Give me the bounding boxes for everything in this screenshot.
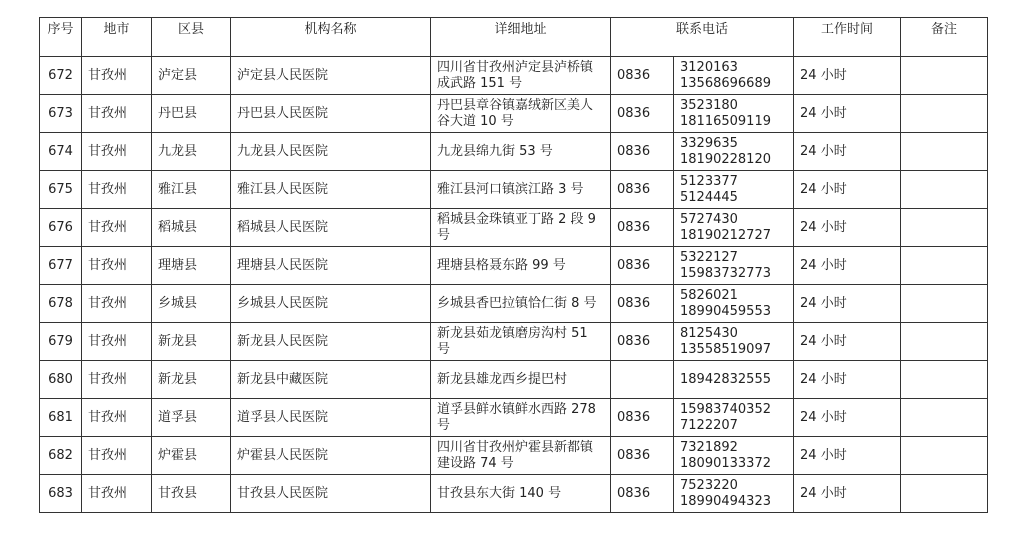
row-name: 理塘县人民医院	[231, 247, 431, 285]
row-county: 九龙县	[152, 133, 231, 171]
row-index: 673	[40, 95, 82, 133]
row-area-code: 0836	[611, 57, 674, 95]
row-area-code: 0836	[611, 247, 674, 285]
row-address: 四川省甘孜州炉霍县新都镇建设路 74 号	[431, 437, 611, 475]
row-note	[901, 171, 988, 209]
row-county: 道孚县	[152, 399, 231, 437]
row-address: 道孚县鲜水镇鲜水西路 278 号	[431, 399, 611, 437]
row-city: 甘孜州	[82, 57, 152, 95]
table-row	[40, 171, 988, 209]
table-row	[40, 361, 988, 399]
row-phones	[674, 285, 794, 323]
row-phones	[674, 247, 794, 285]
row-address: 稻城县金珠镇亚丁路 2 段 9 号	[431, 209, 611, 247]
row-county: 雅江县	[152, 171, 231, 209]
row-name: 九龙县人民医院	[231, 133, 431, 171]
row-hours: 24 小时	[794, 475, 901, 513]
row-phone-number: 18090133372	[680, 455, 771, 471]
table-row	[40, 399, 988, 437]
row-index: 674	[40, 133, 82, 171]
row-note	[901, 57, 988, 95]
table-row	[40, 209, 988, 247]
row-area-code	[611, 361, 674, 399]
row-county: 理塘县	[152, 247, 231, 285]
row-hours: 24 小时	[794, 361, 901, 399]
row-name: 丹巴县人民医院	[231, 95, 431, 133]
row-phones	[674, 171, 794, 209]
row-address: 新龙县雄龙西乡提巴村	[431, 361, 611, 399]
row-phones	[674, 133, 794, 171]
row-county: 新龙县	[152, 361, 231, 399]
row-area-code: 0836	[611, 171, 674, 209]
row-county: 炉霍县	[152, 437, 231, 475]
row-note	[901, 133, 988, 171]
row-name: 新龙县中藏医院	[231, 361, 431, 399]
row-phones	[674, 323, 794, 361]
row-city: 甘孜州	[82, 209, 152, 247]
row-note	[901, 475, 988, 513]
row-note	[901, 399, 988, 437]
row-address: 丹巴县章谷镇嘉绒新区美人谷大道 10 号	[431, 95, 611, 133]
row-note	[901, 437, 988, 475]
row-area-code: 0836	[611, 133, 674, 171]
row-index: 675	[40, 171, 82, 209]
row-note	[901, 285, 988, 323]
row-area-code: 0836	[611, 285, 674, 323]
row-phone-number: 15983740352	[680, 401, 771, 417]
row-index: 679	[40, 323, 82, 361]
row-phone-number: 13558519097	[680, 341, 771, 357]
row-address: 九龙县绵九街 53 号	[431, 133, 611, 171]
row-phone-number: 18990494323	[680, 493, 771, 509]
row-county: 甘孜县	[152, 475, 231, 513]
row-phones	[674, 57, 794, 95]
row-phones	[674, 361, 794, 399]
row-city: 甘孜州	[82, 133, 152, 171]
row-address: 乡城县香巴拉镇恰仁街 8 号	[431, 285, 611, 323]
row-area-code: 0836	[611, 95, 674, 133]
row-city: 甘孜州	[82, 399, 152, 437]
row-hours: 24 小时	[794, 285, 901, 323]
table-row	[40, 285, 988, 323]
row-city: 甘孜州	[82, 323, 152, 361]
table-body	[40, 57, 988, 513]
row-phone-number: 8125430	[680, 325, 738, 341]
row-index: 672	[40, 57, 82, 95]
row-city: 甘孜州	[82, 475, 152, 513]
row-county: 新龙县	[152, 323, 231, 361]
row-county: 乡城县	[152, 285, 231, 323]
row-name: 雅江县人民医院	[231, 171, 431, 209]
row-address: 新龙县茹龙镇磨房沟村 51 号	[431, 323, 611, 361]
row-phone-number: 13568696689	[680, 75, 771, 91]
row-address: 雅江县河口镇滨江路 3 号	[431, 171, 611, 209]
row-area-code: 0836	[611, 475, 674, 513]
row-index: 680	[40, 361, 82, 399]
table-row	[40, 247, 988, 285]
row-hours: 24 小时	[794, 437, 901, 475]
row-name: 炉霍县人民医院	[231, 437, 431, 475]
row-phone-number: 18190212727	[680, 227, 771, 243]
row-phone-number: 5727430	[680, 211, 738, 227]
row-phone-number: 15983732773	[680, 265, 771, 281]
header-county: 区县	[152, 18, 231, 57]
row-index: 677	[40, 247, 82, 285]
row-county: 丹巴县	[152, 95, 231, 133]
hospital-table	[39, 17, 988, 513]
row-phone-number: 3329635	[680, 135, 738, 151]
row-phones	[674, 95, 794, 133]
table-row	[40, 95, 988, 133]
row-area-code: 0836	[611, 323, 674, 361]
row-name: 道孚县人民医院	[231, 399, 431, 437]
row-phone-number: 5123377	[680, 173, 738, 189]
row-phone-number: 7122207	[680, 417, 738, 433]
row-address: 四川省甘孜州泸定县泸桥镇成武路 151 号	[431, 57, 611, 95]
row-index: 678	[40, 285, 82, 323]
row-phone-number: 5322127	[680, 249, 738, 265]
row-hours: 24 小时	[794, 323, 901, 361]
row-area-code: 0836	[611, 399, 674, 437]
row-hours: 24 小时	[794, 57, 901, 95]
header-hours: 工作时间	[794, 18, 901, 57]
row-phone-number: 5124445	[680, 189, 738, 205]
row-phone-number: 18116509119	[680, 113, 771, 129]
table-row	[40, 475, 988, 513]
row-name: 泸定县人民医院	[231, 57, 431, 95]
row-index: 681	[40, 399, 82, 437]
row-hours: 24 小时	[794, 399, 901, 437]
row-note	[901, 361, 988, 399]
row-phones	[674, 209, 794, 247]
row-address: 甘孜县东大街 140 号	[431, 475, 611, 513]
row-city: 甘孜州	[82, 361, 152, 399]
row-phone-number: 3523180	[680, 97, 738, 113]
table-row	[40, 323, 988, 361]
row-name: 乡城县人民医院	[231, 285, 431, 323]
row-name: 新龙县人民医院	[231, 323, 431, 361]
row-index: 683	[40, 475, 82, 513]
table-row	[40, 57, 988, 95]
row-city: 甘孜州	[82, 247, 152, 285]
table-row	[40, 133, 988, 171]
row-county: 泸定县	[152, 57, 231, 95]
header-address: 详细地址	[431, 18, 611, 57]
row-city: 甘孜州	[82, 437, 152, 475]
row-name: 稻城县人民医院	[231, 209, 431, 247]
row-hours: 24 小时	[794, 247, 901, 285]
row-note	[901, 247, 988, 285]
row-note	[901, 95, 988, 133]
row-area-code: 0836	[611, 437, 674, 475]
header-index: 序号	[40, 18, 82, 57]
row-note	[901, 323, 988, 361]
row-county: 稻城县	[152, 209, 231, 247]
row-index: 682	[40, 437, 82, 475]
row-phone-number: 18190228120	[680, 151, 771, 167]
row-area-code: 0836	[611, 209, 674, 247]
row-phone-number: 18990459553	[680, 303, 771, 319]
row-phone-number: 18942832555	[680, 371, 771, 387]
row-phone-number: 5826021	[680, 287, 738, 303]
row-name: 甘孜县人民医院	[231, 475, 431, 513]
row-hours: 24 小时	[794, 133, 901, 171]
row-city: 甘孜州	[82, 95, 152, 133]
table-row	[40, 437, 988, 475]
row-phones	[674, 399, 794, 437]
row-city: 甘孜州	[82, 285, 152, 323]
header-row	[40, 18, 988, 57]
header-phone: 联系电话	[611, 18, 794, 57]
row-index: 676	[40, 209, 82, 247]
row-hours: 24 小时	[794, 95, 901, 133]
header-note: 备注	[901, 18, 988, 57]
header-city: 地市	[82, 18, 152, 57]
row-phones	[674, 437, 794, 475]
header-name: 机构名称	[231, 18, 431, 57]
row-note	[901, 209, 988, 247]
row-hours: 24 小时	[794, 171, 901, 209]
row-address: 理塘县格聂东路 99 号	[431, 247, 611, 285]
row-city: 甘孜州	[82, 171, 152, 209]
row-phone-number: 7321892	[680, 439, 738, 455]
row-hours: 24 小时	[794, 209, 901, 247]
row-phones	[674, 475, 794, 513]
row-phone-number: 3120163	[680, 59, 738, 75]
row-phone-number: 7523220	[680, 477, 738, 493]
